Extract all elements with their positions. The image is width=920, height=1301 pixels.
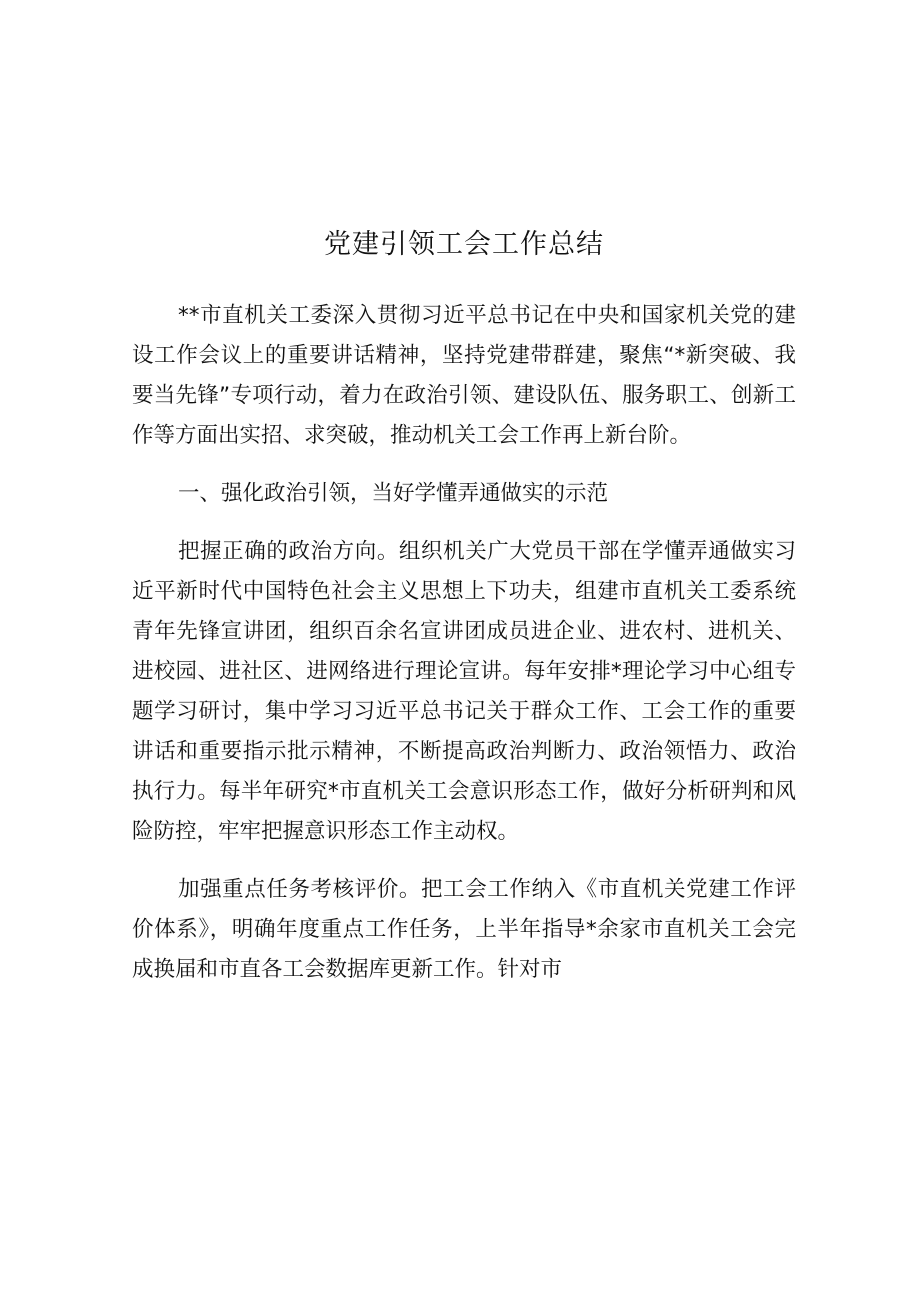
- body-paragraph: 加强重点任务考核评价。把工会工作纳入《市直机关党建工作评价体系》，明确年度重点工作任务，上半年指导*余家市直机关工会完成换届和市直各工会数据库更新工作。针对市: [132, 877, 796, 982]
- section-heading: 一、强化政治引领，当好学懂弄通做实的示范: [178, 481, 609, 506]
- document-title: 党建引领工会工作总结: [324, 229, 604, 260]
- body-paragraph: 把握正确的政治方向。组织机关广大党员干部在学懂弄通做实习近平新时代中国特色社会主义思想上下功夫，组建市直机关工委系统青年先锋宣讲团，组织百余名宣讲团成员进企业、进农村、进机关、进校园、进社区、进网络进行理论宣讲。每年安排*理论学习中心组专题学习研讨，集中学习习近平总书记关于群众工作、工会工作的重要讲话和重要指示批示精神，不断提高政治判断力、政治领悟力、政治执行力。每半年研究*市直机关工会意识形态工作，做好分析研判和风险防控，牢牢把握意识形态工作主动权。: [132, 539, 796, 844]
- document-body: [132, 226, 796, 1008]
- intro-paragraph: **市直机关工委深入贯彻习近平总书记在中央和国家机关党的建设工作会议上的重要讲话精神，坚持党建带群建，聚焦“*新突破、我要当先锋”专项行动，着力在政治引领、建设队伍、服务职工、创新工作等方面出实招、求突破，推动机关工会工作再上新台阶。: [132, 303, 796, 448]
